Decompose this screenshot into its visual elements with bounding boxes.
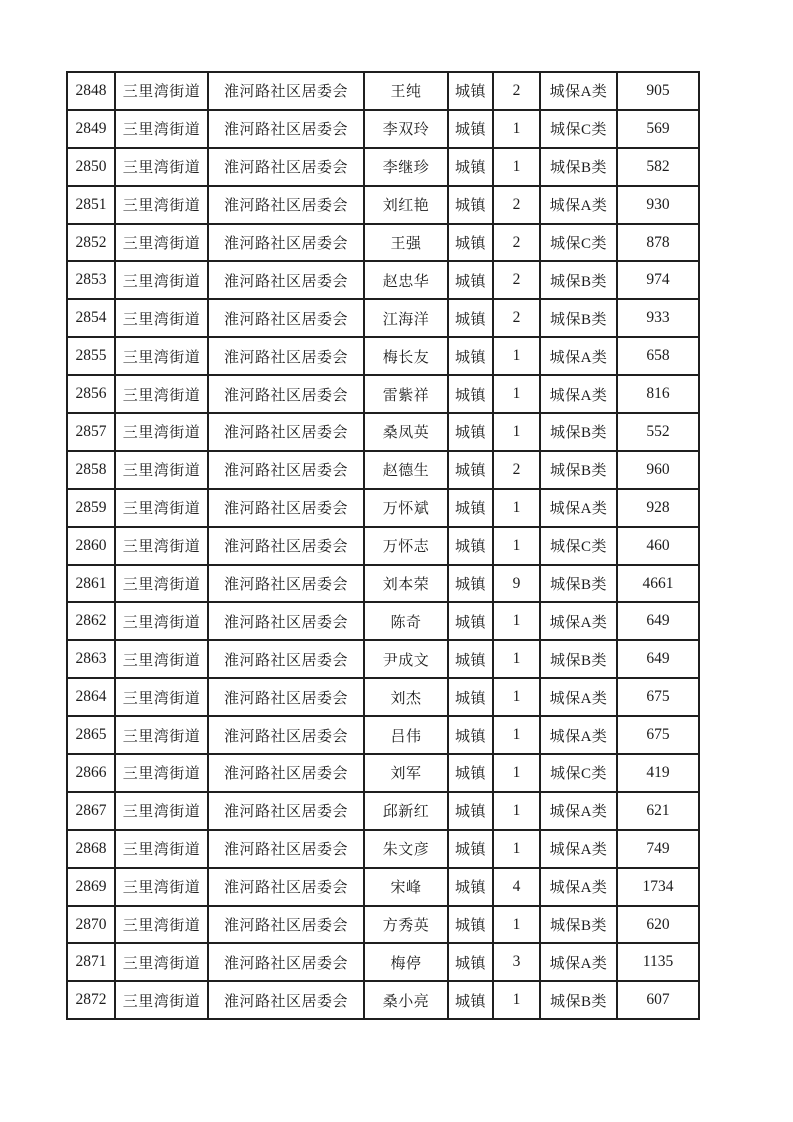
cell-hukou-type: 城镇 bbox=[448, 830, 493, 868]
cell-community-committee: 淮河路社区居委会 bbox=[208, 565, 364, 603]
cell-person-count: 1 bbox=[493, 413, 540, 451]
cell-street: 三里湾街道 bbox=[115, 489, 208, 527]
cell-person-count: 1 bbox=[493, 981, 540, 1019]
table-row bbox=[67, 489, 699, 527]
cell-insurance-category: 城保B类 bbox=[540, 299, 617, 337]
cell-serial-number: 2855 bbox=[67, 337, 115, 375]
cell-person-name: 方秀英 bbox=[364, 906, 448, 944]
cell-person-name: 赵德生 bbox=[364, 451, 448, 489]
cell-person-count: 1 bbox=[493, 678, 540, 716]
cell-insurance-category: 城保B类 bbox=[540, 981, 617, 1019]
cell-street: 三里湾街道 bbox=[115, 640, 208, 678]
cell-amount: 419 bbox=[617, 754, 699, 792]
cell-person-count: 1 bbox=[493, 830, 540, 868]
table-row bbox=[67, 148, 699, 186]
cell-person-name: 梅长友 bbox=[364, 337, 448, 375]
cell-person-name: 雷紫祥 bbox=[364, 375, 448, 413]
cell-street: 三里湾街道 bbox=[115, 299, 208, 337]
cell-insurance-category: 城保A类 bbox=[540, 375, 617, 413]
cell-amount: 675 bbox=[617, 716, 699, 754]
cell-serial-number: 2863 bbox=[67, 640, 115, 678]
cell-hukou-type: 城镇 bbox=[448, 792, 493, 830]
cell-person-name: 桑凤英 bbox=[364, 413, 448, 451]
cell-insurance-category: 城保B类 bbox=[540, 565, 617, 603]
cell-hukou-type: 城镇 bbox=[448, 527, 493, 565]
cell-community-committee: 淮河路社区居委会 bbox=[208, 489, 364, 527]
cell-amount: 649 bbox=[617, 640, 699, 678]
cell-serial-number: 2858 bbox=[67, 451, 115, 489]
cell-insurance-category: 城保B类 bbox=[540, 413, 617, 451]
cell-hukou-type: 城镇 bbox=[448, 868, 493, 906]
cell-amount: 749 bbox=[617, 830, 699, 868]
cell-hukou-type: 城镇 bbox=[448, 72, 493, 110]
cell-amount: 658 bbox=[617, 337, 699, 375]
cell-serial-number: 2862 bbox=[67, 602, 115, 640]
table-row bbox=[67, 981, 699, 1019]
cell-street: 三里湾街道 bbox=[115, 716, 208, 754]
table-row bbox=[67, 375, 699, 413]
cell-serial-number: 2857 bbox=[67, 413, 115, 451]
cell-community-committee: 淮河路社区居委会 bbox=[208, 451, 364, 489]
cell-street: 三里湾街道 bbox=[115, 413, 208, 451]
cell-hukou-type: 城镇 bbox=[448, 261, 493, 299]
cell-person-count: 1 bbox=[493, 489, 540, 527]
cell-serial-number: 2868 bbox=[67, 830, 115, 868]
cell-person-count: 1 bbox=[493, 640, 540, 678]
cell-person-name: 赵忠华 bbox=[364, 261, 448, 299]
cell-community-committee: 淮河路社区居委会 bbox=[208, 261, 364, 299]
cell-amount: 974 bbox=[617, 261, 699, 299]
cell-insurance-category: 城保B类 bbox=[540, 148, 617, 186]
cell-person-count: 4 bbox=[493, 868, 540, 906]
cell-amount: 960 bbox=[617, 451, 699, 489]
cell-person-name: 万怀志 bbox=[364, 527, 448, 565]
cell-serial-number: 2866 bbox=[67, 754, 115, 792]
cell-serial-number: 2871 bbox=[67, 943, 115, 981]
cell-hukou-type: 城镇 bbox=[448, 640, 493, 678]
table-row bbox=[67, 451, 699, 489]
cell-person-name: 江海洋 bbox=[364, 299, 448, 337]
table-row bbox=[67, 261, 699, 299]
cell-hukou-type: 城镇 bbox=[448, 148, 493, 186]
cell-person-name: 尹成文 bbox=[364, 640, 448, 678]
resident-subsidy-table bbox=[66, 71, 700, 1020]
cell-street: 三里湾街道 bbox=[115, 224, 208, 262]
cell-insurance-category: 城保A类 bbox=[540, 678, 617, 716]
cell-amount: 675 bbox=[617, 678, 699, 716]
cell-serial-number: 2870 bbox=[67, 906, 115, 944]
table-row bbox=[67, 224, 699, 262]
cell-person-name: 刘本荣 bbox=[364, 565, 448, 603]
cell-community-committee: 淮河路社区居委会 bbox=[208, 830, 364, 868]
cell-serial-number: 2856 bbox=[67, 375, 115, 413]
cell-amount: 1135 bbox=[617, 943, 699, 981]
cell-hukou-type: 城镇 bbox=[448, 906, 493, 944]
cell-community-committee: 淮河路社区居委会 bbox=[208, 148, 364, 186]
cell-person-name: 梅停 bbox=[364, 943, 448, 981]
cell-street: 三里湾街道 bbox=[115, 981, 208, 1019]
cell-serial-number: 2865 bbox=[67, 716, 115, 754]
cell-amount: 930 bbox=[617, 186, 699, 224]
cell-person-name: 王纯 bbox=[364, 72, 448, 110]
cell-community-committee: 淮河路社区居委会 bbox=[208, 678, 364, 716]
cell-person-count: 1 bbox=[493, 906, 540, 944]
table-row bbox=[67, 186, 699, 224]
cell-hukou-type: 城镇 bbox=[448, 337, 493, 375]
table-row bbox=[67, 754, 699, 792]
cell-person-name: 王强 bbox=[364, 224, 448, 262]
cell-person-name: 桑小亮 bbox=[364, 981, 448, 1019]
cell-street: 三里湾街道 bbox=[115, 792, 208, 830]
cell-hukou-type: 城镇 bbox=[448, 110, 493, 148]
cell-insurance-category: 城保B类 bbox=[540, 261, 617, 299]
cell-person-name: 宋峰 bbox=[364, 868, 448, 906]
cell-community-committee: 淮河路社区居委会 bbox=[208, 527, 364, 565]
cell-community-committee: 淮河路社区居委会 bbox=[208, 640, 364, 678]
cell-hukou-type: 城镇 bbox=[448, 716, 493, 754]
cell-street: 三里湾街道 bbox=[115, 186, 208, 224]
cell-community-committee: 淮河路社区居委会 bbox=[208, 299, 364, 337]
cell-person-name: 陈奇 bbox=[364, 602, 448, 640]
cell-community-committee: 淮河路社区居委会 bbox=[208, 943, 364, 981]
cell-street: 三里湾街道 bbox=[115, 906, 208, 944]
cell-serial-number: 2860 bbox=[67, 527, 115, 565]
cell-community-committee: 淮河路社区居委会 bbox=[208, 337, 364, 375]
cell-community-committee: 淮河路社区居委会 bbox=[208, 754, 364, 792]
cell-amount: 649 bbox=[617, 602, 699, 640]
cell-insurance-category: 城保A类 bbox=[540, 72, 617, 110]
cell-hukou-type: 城镇 bbox=[448, 489, 493, 527]
cell-person-count: 2 bbox=[493, 299, 540, 337]
cell-community-committee: 淮河路社区居委会 bbox=[208, 906, 364, 944]
cell-amount: 621 bbox=[617, 792, 699, 830]
cell-street: 三里湾街道 bbox=[115, 830, 208, 868]
cell-person-name: 吕伟 bbox=[364, 716, 448, 754]
cell-hukou-type: 城镇 bbox=[448, 678, 493, 716]
cell-street: 三里湾街道 bbox=[115, 337, 208, 375]
cell-hukou-type: 城镇 bbox=[448, 451, 493, 489]
cell-serial-number: 2867 bbox=[67, 792, 115, 830]
cell-person-count: 2 bbox=[493, 72, 540, 110]
cell-hukou-type: 城镇 bbox=[448, 943, 493, 981]
cell-person-count: 3 bbox=[493, 943, 540, 981]
cell-amount: 552 bbox=[617, 413, 699, 451]
cell-person-count: 2 bbox=[493, 451, 540, 489]
table-row bbox=[67, 830, 699, 868]
cell-community-committee: 淮河路社区居委会 bbox=[208, 792, 364, 830]
cell-person-name: 李继珍 bbox=[364, 148, 448, 186]
table-row bbox=[67, 678, 699, 716]
table-body bbox=[67, 72, 699, 1019]
cell-serial-number: 2848 bbox=[67, 72, 115, 110]
table-row bbox=[67, 565, 699, 603]
cell-amount: 1734 bbox=[617, 868, 699, 906]
cell-street: 三里湾街道 bbox=[115, 527, 208, 565]
cell-serial-number: 2852 bbox=[67, 224, 115, 262]
cell-person-name: 刘红艳 bbox=[364, 186, 448, 224]
cell-street: 三里湾街道 bbox=[115, 261, 208, 299]
cell-insurance-category: 城保C类 bbox=[540, 754, 617, 792]
cell-person-count: 1 bbox=[493, 148, 540, 186]
cell-hukou-type: 城镇 bbox=[448, 754, 493, 792]
cell-serial-number: 2849 bbox=[67, 110, 115, 148]
cell-serial-number: 2864 bbox=[67, 678, 115, 716]
cell-insurance-category: 城保B类 bbox=[540, 906, 617, 944]
cell-street: 三里湾街道 bbox=[115, 72, 208, 110]
cell-person-count: 1 bbox=[493, 716, 540, 754]
cell-serial-number: 2851 bbox=[67, 186, 115, 224]
cell-hukou-type: 城镇 bbox=[448, 186, 493, 224]
cell-person-name: 李双玲 bbox=[364, 110, 448, 148]
table-row bbox=[67, 602, 699, 640]
table-row bbox=[67, 906, 699, 944]
cell-person-count: 1 bbox=[493, 375, 540, 413]
cell-person-name: 刘杰 bbox=[364, 678, 448, 716]
cell-person-count: 2 bbox=[493, 224, 540, 262]
table-row bbox=[67, 299, 699, 337]
cell-amount: 582 bbox=[617, 148, 699, 186]
cell-serial-number: 2854 bbox=[67, 299, 115, 337]
cell-person-name: 朱文彦 bbox=[364, 830, 448, 868]
cell-insurance-category: 城保A类 bbox=[540, 792, 617, 830]
cell-amount: 607 bbox=[617, 981, 699, 1019]
cell-amount: 905 bbox=[617, 72, 699, 110]
cell-insurance-category: 城保A类 bbox=[540, 337, 617, 375]
table-row bbox=[67, 72, 699, 110]
cell-amount: 620 bbox=[617, 906, 699, 944]
table-row bbox=[67, 943, 699, 981]
cell-insurance-category: 城保C类 bbox=[540, 110, 617, 148]
cell-person-count: 2 bbox=[493, 261, 540, 299]
cell-community-committee: 淮河路社区居委会 bbox=[208, 716, 364, 754]
cell-community-committee: 淮河路社区居委会 bbox=[208, 981, 364, 1019]
table-row bbox=[67, 527, 699, 565]
cell-person-count: 1 bbox=[493, 337, 540, 375]
cell-serial-number: 2859 bbox=[67, 489, 115, 527]
cell-amount: 816 bbox=[617, 375, 699, 413]
cell-person-name: 万怀斌 bbox=[364, 489, 448, 527]
cell-community-committee: 淮河路社区居委会 bbox=[208, 72, 364, 110]
table-row bbox=[67, 413, 699, 451]
table-row bbox=[67, 792, 699, 830]
cell-insurance-category: 城保A类 bbox=[540, 186, 617, 224]
cell-hukou-type: 城镇 bbox=[448, 413, 493, 451]
cell-amount: 933 bbox=[617, 299, 699, 337]
cell-street: 三里湾街道 bbox=[115, 678, 208, 716]
cell-street: 三里湾街道 bbox=[115, 868, 208, 906]
cell-insurance-category: 城保C类 bbox=[540, 527, 617, 565]
cell-hukou-type: 城镇 bbox=[448, 981, 493, 1019]
cell-street: 三里湾街道 bbox=[115, 602, 208, 640]
cell-amount: 569 bbox=[617, 110, 699, 148]
cell-serial-number: 2869 bbox=[67, 868, 115, 906]
cell-serial-number: 2853 bbox=[67, 261, 115, 299]
cell-community-committee: 淮河路社区居委会 bbox=[208, 224, 364, 262]
table-row bbox=[67, 337, 699, 375]
cell-hukou-type: 城镇 bbox=[448, 299, 493, 337]
cell-street: 三里湾街道 bbox=[115, 148, 208, 186]
table-row bbox=[67, 640, 699, 678]
cell-community-committee: 淮河路社区居委会 bbox=[208, 110, 364, 148]
cell-person-name: 邱新红 bbox=[364, 792, 448, 830]
cell-community-committee: 淮河路社区居委会 bbox=[208, 186, 364, 224]
cell-hukou-type: 城镇 bbox=[448, 602, 493, 640]
cell-hukou-type: 城镇 bbox=[448, 375, 493, 413]
cell-person-count: 9 bbox=[493, 565, 540, 603]
cell-insurance-category: 城保A类 bbox=[540, 943, 617, 981]
cell-community-committee: 淮河路社区居委会 bbox=[208, 375, 364, 413]
cell-person-count: 1 bbox=[493, 792, 540, 830]
cell-amount: 460 bbox=[617, 527, 699, 565]
cell-street: 三里湾街道 bbox=[115, 565, 208, 603]
cell-insurance-category: 城保C类 bbox=[540, 224, 617, 262]
cell-community-committee: 淮河路社区居委会 bbox=[208, 868, 364, 906]
cell-street: 三里湾街道 bbox=[115, 110, 208, 148]
cell-insurance-category: 城保A类 bbox=[540, 830, 617, 868]
cell-amount: 878 bbox=[617, 224, 699, 262]
cell-community-committee: 淮河路社区居委会 bbox=[208, 413, 364, 451]
table-row bbox=[67, 716, 699, 754]
table-row bbox=[67, 868, 699, 906]
cell-person-count: 1 bbox=[493, 602, 540, 640]
cell-community-committee: 淮河路社区居委会 bbox=[208, 602, 364, 640]
cell-insurance-category: 城保A类 bbox=[540, 602, 617, 640]
cell-serial-number: 2861 bbox=[67, 565, 115, 603]
cell-person-name: 刘军 bbox=[364, 754, 448, 792]
cell-insurance-category: 城保A类 bbox=[540, 868, 617, 906]
cell-person-count: 1 bbox=[493, 110, 540, 148]
cell-hukou-type: 城镇 bbox=[448, 224, 493, 262]
cell-serial-number: 2872 bbox=[67, 981, 115, 1019]
cell-street: 三里湾街道 bbox=[115, 451, 208, 489]
cell-hukou-type: 城镇 bbox=[448, 565, 493, 603]
cell-person-count: 1 bbox=[493, 527, 540, 565]
cell-person-count: 1 bbox=[493, 754, 540, 792]
cell-person-count: 2 bbox=[493, 186, 540, 224]
table-row bbox=[67, 110, 699, 148]
cell-insurance-category: 城保B类 bbox=[540, 451, 617, 489]
cell-amount: 928 bbox=[617, 489, 699, 527]
cell-street: 三里湾街道 bbox=[115, 375, 208, 413]
cell-street: 三里湾街道 bbox=[115, 754, 208, 792]
cell-insurance-category: 城保B类 bbox=[540, 640, 617, 678]
cell-serial-number: 2850 bbox=[67, 148, 115, 186]
cell-street: 三里湾街道 bbox=[115, 943, 208, 981]
cell-insurance-category: 城保A类 bbox=[540, 489, 617, 527]
cell-insurance-category: 城保A类 bbox=[540, 716, 617, 754]
cell-amount: 4661 bbox=[617, 565, 699, 603]
